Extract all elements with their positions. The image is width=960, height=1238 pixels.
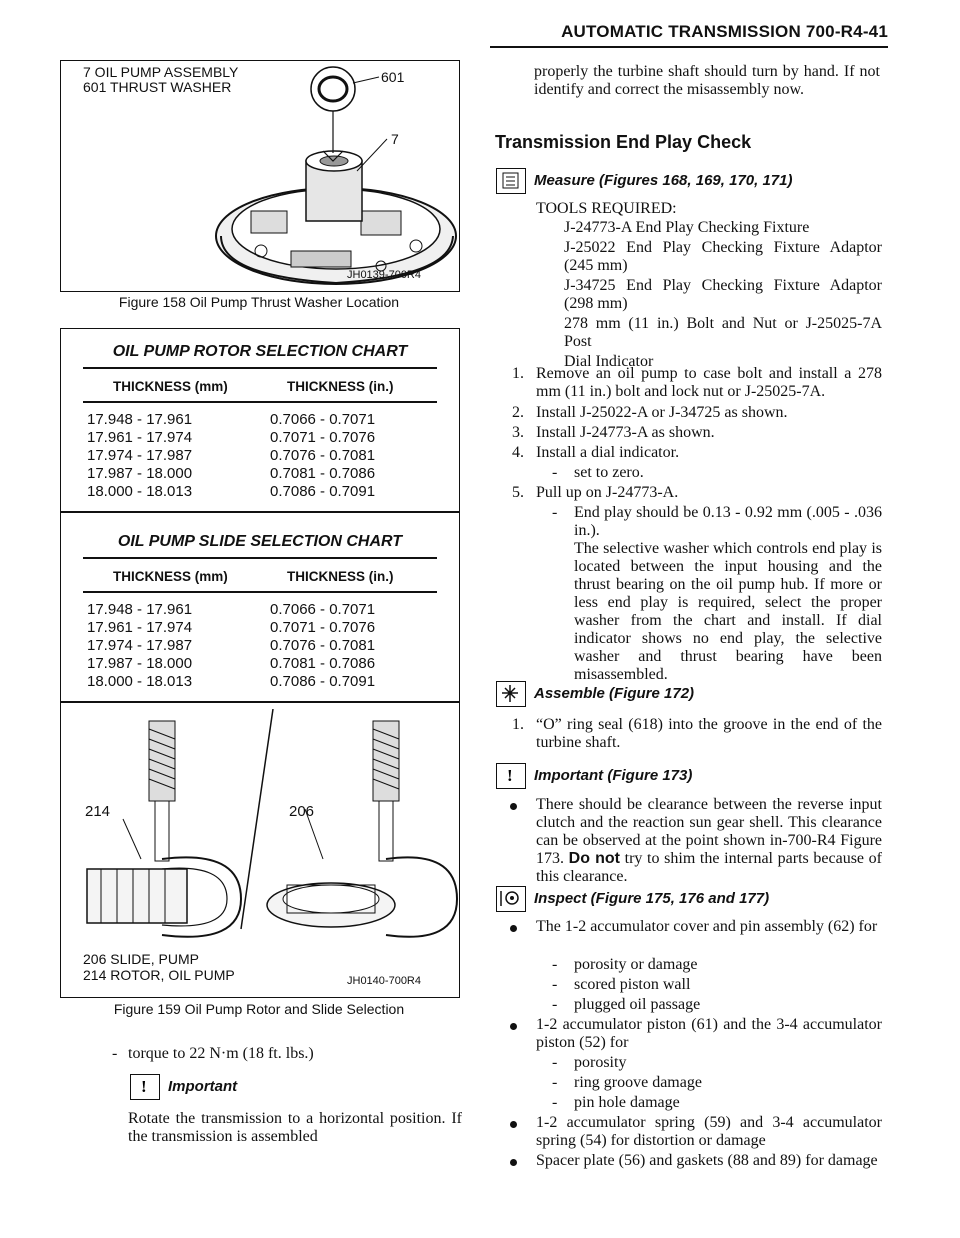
table-row: 17.987 - 18.000 0.7081 - 0.7086 bbox=[87, 655, 376, 672]
bullet bbox=[510, 1159, 517, 1166]
callout-214: 214 bbox=[85, 803, 111, 820]
rotor-col-mm: THICKNESS (mm) bbox=[113, 379, 228, 394]
callout-206: 206 bbox=[289, 803, 315, 820]
assemble-heading: Assemble (Figure 172) bbox=[534, 685, 695, 702]
step-number: 5. bbox=[512, 484, 524, 501]
step-3: Install J-24773-A as shown. bbox=[536, 424, 715, 441]
list-item: Dial Indicator bbox=[564, 353, 654, 370]
callout-7: 7 bbox=[391, 131, 399, 147]
figure-159-code: JH0140-700R4 bbox=[347, 975, 421, 987]
dash: - bbox=[552, 1054, 558, 1071]
step-number: 3. bbox=[512, 424, 524, 441]
table-row: 17.961 - 17.974 0.7071 - 0.7076 bbox=[87, 619, 376, 636]
end-play-text: End play should be 0.13 - 0.92 mm (.005 - .036 in.). bbox=[574, 504, 882, 539]
continued-text: properly the turbine shaft should turn by hand. If not identify and correct the misassembly now. bbox=[534, 63, 880, 98]
tools-required: TOOLS REQUIRED: bbox=[536, 200, 677, 217]
inspect-item-4: Spacer plate (56) and gaskets (88 and 89) for damage bbox=[536, 1152, 878, 1169]
oil-pump-illustration bbox=[61, 61, 459, 291]
oring-text: “O” ring seal (618) into the groove in the end of the turbine shaft. bbox=[536, 716, 882, 751]
list-item: J-34725 End Play Checking Fixture Adaptor (298 mm) bbox=[564, 277, 882, 312]
assemble-icon bbox=[496, 681, 526, 707]
dash: - bbox=[552, 976, 558, 993]
rotor-col-in: THICKNESS (in.) bbox=[287, 379, 394, 394]
legend-line-206: 206 SLIDE, PUMP bbox=[83, 951, 199, 967]
step-number: 1. bbox=[512, 365, 524, 382]
table-row: 17.987 - 18.000 0.7081 - 0.7086 bbox=[87, 465, 376, 482]
page-header: AUTOMATIC TRANSMISSION 700-R4-41 bbox=[561, 22, 888, 41]
inspect-item-3: 1-2 accumulator spring (59) and 3-4 accumulator spring (54) for distortion or damage bbox=[536, 1114, 882, 1149]
sub-item: porosity or damage bbox=[574, 956, 698, 973]
rotor-chart-rows bbox=[87, 411, 375, 501]
sub-item: porosity bbox=[574, 1054, 627, 1071]
set-zero-text: set to zero. bbox=[574, 464, 644, 481]
rotor-slide-illustration bbox=[61, 709, 459, 939]
dash: - bbox=[552, 464, 558, 481]
sub-item: ring groove damage bbox=[574, 1074, 702, 1091]
step-4: Install a dial indicator. bbox=[536, 444, 680, 461]
figure-159-caption: Figure 159 Oil Pump Rotor and Slide Selection bbox=[113, 1001, 405, 1017]
table-row: 17.974 - 17.987 0.7076 - 0.7081 bbox=[87, 637, 376, 654]
table-row: 17.948 - 17.961 0.7066 - 0.7071 bbox=[87, 601, 376, 618]
divider bbox=[83, 367, 437, 369]
important-heading: Important (Figure 173) bbox=[534, 767, 693, 784]
dash: - bbox=[552, 1074, 558, 1091]
tools-list bbox=[564, 219, 882, 371]
step-number: 4. bbox=[512, 444, 524, 461]
sub-item: plugged oil passage bbox=[574, 996, 701, 1013]
torque-text: torque to 22 N·m (18 ft. lbs.) bbox=[128, 1045, 314, 1062]
inspect-heading: Inspect (Figure 175, 176 and 177) bbox=[534, 890, 770, 907]
svg-text:!: ! bbox=[507, 766, 513, 785]
measure-heading: Measure (Figures 168, 169, 170, 171) bbox=[534, 172, 793, 189]
rotate-text: Rotate the transmission to a horizontal position. If the transmission is assembled bbox=[128, 1110, 462, 1145]
legend-line-601: 601 THRUST WASHER bbox=[83, 79, 232, 95]
dash: - bbox=[112, 1045, 118, 1062]
divider bbox=[83, 591, 437, 593]
step-number: 1. bbox=[512, 716, 524, 733]
dash: - bbox=[552, 996, 558, 1013]
bullet bbox=[510, 803, 517, 810]
bullet bbox=[510, 925, 517, 932]
dash: - bbox=[552, 956, 558, 973]
step-number: 2. bbox=[512, 404, 524, 421]
important-icon bbox=[130, 1074, 160, 1100]
slide-chart-title: OIL PUMP SLIDE SELECTION CHART bbox=[117, 533, 403, 550]
table-row: 17.948 - 17.961 0.7066 - 0.7071 bbox=[87, 411, 376, 428]
inspect-item-1: The 1-2 accumulator cover and pin assembly (62) for bbox=[536, 918, 878, 935]
step-5: Pull up on J-24773-A. bbox=[536, 484, 679, 501]
bullet bbox=[510, 1121, 517, 1128]
table-row: 18.000 - 18.013 0.7086 - 0.7091 bbox=[87, 673, 376, 690]
sub-item: pin hole damage bbox=[574, 1094, 680, 1111]
slide-chart-rows bbox=[87, 601, 375, 691]
do-not-emphasis: Do not bbox=[568, 850, 620, 867]
step-1: Remove an oil pump to case bolt and install a 278 mm (11 in.) bolt and lock nut or J-25025-7A. bbox=[536, 365, 882, 400]
slide-col-in: THICKNESS (in.) bbox=[287, 569, 394, 584]
dash: - bbox=[552, 504, 558, 521]
svg-text:!: ! bbox=[141, 1077, 147, 1096]
divider bbox=[61, 511, 459, 513]
table-row: 18.000 - 18.013 0.7086 - 0.7091 bbox=[87, 483, 376, 500]
important-icon bbox=[496, 763, 526, 789]
important-heading: Important bbox=[168, 1078, 238, 1095]
clearance-text: There should be clearance between the reverse input clutch and the reaction sun gear shell. This clearance can be observed at the point shown in-700-R4 Figure 173. Do not try to shim the internal parts because of this clearance. bbox=[536, 796, 883, 885]
figure-158-code: JH0139-700R4 bbox=[347, 269, 421, 281]
divider bbox=[83, 401, 437, 403]
list-item: J-24773-A End Play Checking Fixture bbox=[564, 219, 810, 236]
slide-col-mm: THICKNESS (mm) bbox=[113, 569, 228, 584]
inspect-icon bbox=[496, 886, 526, 912]
figure-158-box bbox=[60, 60, 460, 292]
table-row: 17.961 - 17.974 0.7071 - 0.7076 bbox=[87, 429, 376, 446]
figure-158-caption: Figure 158 Oil Pump Thrust Washer Location bbox=[118, 294, 400, 310]
selective-washer-text: The selective washer which controls end play is located between the input housing and the thrust bearing on the oil pump hub. If more or less end play is required, select the proper washer from the chart and install. If dial indicator shows no end play, the selective washer and thrust bearing have been misassembled. bbox=[574, 540, 882, 683]
legend-line-214: 214 ROTOR, OIL PUMP bbox=[83, 967, 235, 983]
section-title: Transmission End Play Check bbox=[495, 132, 752, 152]
rotor-chart-title: OIL PUMP ROTOR SELECTION CHART bbox=[112, 343, 408, 360]
bullet bbox=[510, 1023, 517, 1030]
list-item: J-25022 End Play Checking Fixture Adaptor (245 mm) bbox=[564, 239, 882, 274]
legend-line-7: 7 OIL PUMP ASSEMBLY bbox=[83, 64, 239, 80]
step-2: Install J-25022-A or J-34725 as shown. bbox=[536, 404, 788, 421]
callout-601: 601 bbox=[381, 69, 405, 85]
table-row: 17.974 - 17.987 0.7076 - 0.7081 bbox=[87, 447, 376, 464]
list-item: 278 mm (11 in.) Bolt and Nut or J-25025-7A Post bbox=[564, 315, 882, 350]
header-rule bbox=[490, 46, 888, 48]
figure-159-legend bbox=[83, 951, 235, 983]
measure-icon bbox=[496, 168, 526, 194]
selection-charts-box bbox=[60, 328, 460, 998]
sub-item: scored piston wall bbox=[574, 976, 691, 993]
divider bbox=[61, 701, 459, 703]
divider bbox=[83, 557, 437, 559]
inspect-item-2: 1-2 accumulator piston (61) and the 3-4 accumulator piston (52) for bbox=[536, 1016, 882, 1051]
dash: - bbox=[552, 1094, 558, 1111]
